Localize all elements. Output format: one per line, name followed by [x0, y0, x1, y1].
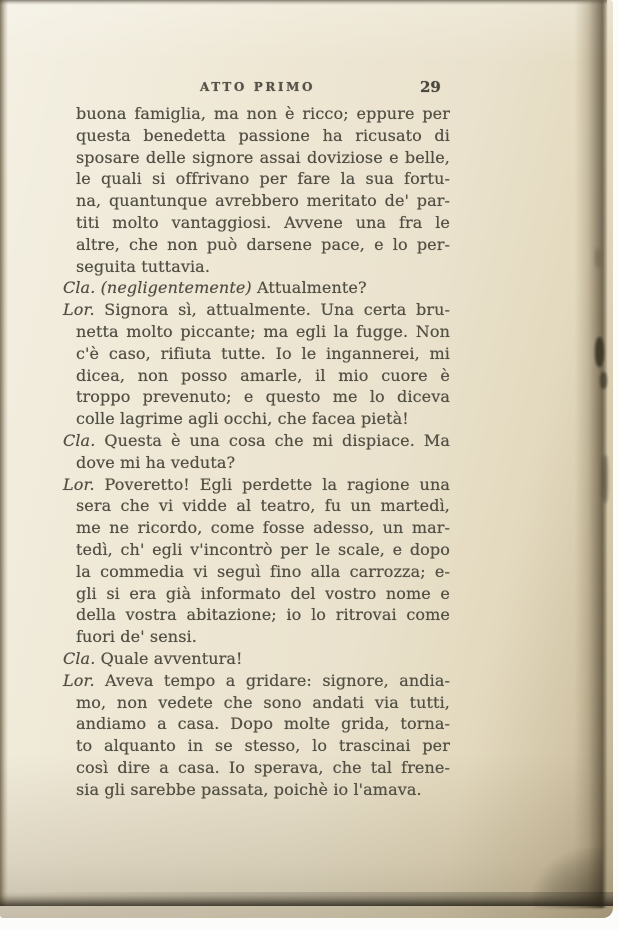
text-segment: netta molto piccante; ma egli la fugge. Non: [76, 321, 450, 341]
page-fore-edge-shadow: [575, 0, 607, 908]
page-number: 29: [420, 78, 441, 96]
text-segment: altre, che non può darsene pace, e lo per-: [76, 234, 450, 254]
text-segment: Attualmente?: [251, 278, 367, 298]
text-segment: troppo prevenuto; e questo me lo diceva: [76, 387, 450, 407]
ink-smudge: [595, 248, 601, 268]
text-line: [63, 604, 450, 626]
text-line: [63, 735, 450, 757]
text-segment: Quale avventura!: [95, 648, 243, 668]
italic-text-segment: Lor.: [63, 670, 95, 690]
text-line: [63, 125, 450, 147]
text-segment: Aveva tempo a gridare: signore, andia-: [94, 670, 450, 690]
italic-text-segment: Cla.: [63, 648, 96, 668]
text-segment: Questa è una cosa che mi dispiace. Ma: [95, 430, 450, 450]
text-line: [63, 692, 450, 714]
ink-smudge: [600, 372, 607, 389]
text-segment: la commedia vi seguì fino alla carrozza; e-: [76, 561, 450, 581]
italic-text-segment: Lor.: [63, 474, 95, 494]
text-segment: c'è caso, rifiuta tutte. Io le ingannerei, mi: [76, 343, 450, 363]
text-line: [63, 234, 450, 256]
text-line: [63, 256, 450, 278]
text-segment: della vostra abitazione; io lo ritrovai come: [76, 605, 450, 625]
text-line: [63, 495, 450, 517]
section-title: ATTO PRIMO: [200, 80, 316, 94]
text-segment: colle lagrime agli occhi, che facea pietà!: [76, 409, 409, 429]
text-line: [63, 408, 450, 430]
italic-text-segment: Cla.: [63, 430, 96, 450]
page-edge-left: [0, 0, 8, 906]
running-header: [63, 78, 450, 102]
text-line: [63, 212, 450, 234]
text-segment: sia gli sarebbe passata, poichè io l'amava.: [76, 779, 422, 799]
text-line: [63, 648, 450, 670]
page-edge-top: [0, 0, 607, 5]
text-segment: fuori de' sensi.: [76, 627, 197, 647]
text-line: [63, 779, 450, 801]
text-line: [63, 386, 450, 408]
text-line: [63, 539, 450, 561]
text-line: [63, 583, 450, 605]
page-content: [63, 78, 450, 801]
text-line: [63, 713, 450, 735]
text-segment: tedì, ch' egli v'incontrò per le scale, e dopo: [76, 539, 450, 559]
text-line: [63, 474, 450, 496]
ink-smudge: [602, 455, 608, 503]
text-line: [63, 365, 450, 387]
text-segment: così dire a casa. Io sperava, che tal frene-: [76, 757, 450, 777]
text-segment: sera che vi vidde al teatro, fu un martedì,: [76, 496, 450, 516]
text-line: [63, 103, 450, 125]
text-line: [63, 299, 450, 321]
text-segment: Signora sì, attualmente. Una certa bru-: [94, 300, 450, 320]
text-line: [63, 626, 450, 648]
page-edge-bottom: [0, 892, 613, 906]
text-line: [63, 670, 450, 692]
text-line: [63, 430, 450, 452]
text-line: [63, 561, 450, 583]
text-segment: Poveretto! Egli perdette la ragione una: [94, 474, 450, 494]
text-segment: na, quantunque avrebbero meritato de' par-: [76, 191, 450, 211]
text-segment: to alquanto in se stesso, lo trascinai per: [76, 736, 450, 756]
text-line: [63, 190, 450, 212]
text-segment: sposare delle signore assai doviziose e belle,: [76, 147, 450, 167]
text-line: [63, 517, 450, 539]
italic-text-segment: Cla.: [63, 278, 96, 298]
text-line: [63, 757, 450, 779]
text-segment: seguita tuttavia.: [76, 256, 211, 276]
text-segment: dove mi ha veduta?: [76, 452, 236, 472]
text-line: [63, 277, 450, 299]
text-segment: questa benedetta passione ha ricusato di: [76, 125, 450, 145]
text-segment: mo, non vedete che sono andati via tutti,: [76, 692, 450, 712]
text-line: [63, 452, 450, 474]
text-segment: buona famiglia, ma non è ricco; eppure per: [76, 104, 450, 123]
italic-text-segment: (negligentemente): [100, 278, 252, 298]
text-line: [63, 321, 450, 343]
text-line: [63, 343, 450, 365]
text-segment: le quali si offrivano per fare la sua fortu-: [76, 169, 450, 189]
text-segment: andiamo a casa. Dopo molte grida, torna-: [76, 714, 450, 734]
body-text: [63, 103, 450, 801]
text-line: [63, 147, 450, 169]
text-line: [63, 168, 450, 190]
text-segment: gli si era già informato del vostro nome e: [76, 583, 450, 603]
corner-shadow: [533, 848, 603, 908]
ink-smudge: [595, 337, 604, 367]
text-segment: me ne ricordo, come fosse adesso, un mar-: [76, 518, 450, 538]
italic-text-segment: Lor.: [63, 300, 95, 320]
text-segment: titi molto vantaggiosi. Avvene una fra le: [76, 212, 450, 232]
text-segment: dicea, non posso amarle, il mio cuore è: [76, 365, 450, 385]
